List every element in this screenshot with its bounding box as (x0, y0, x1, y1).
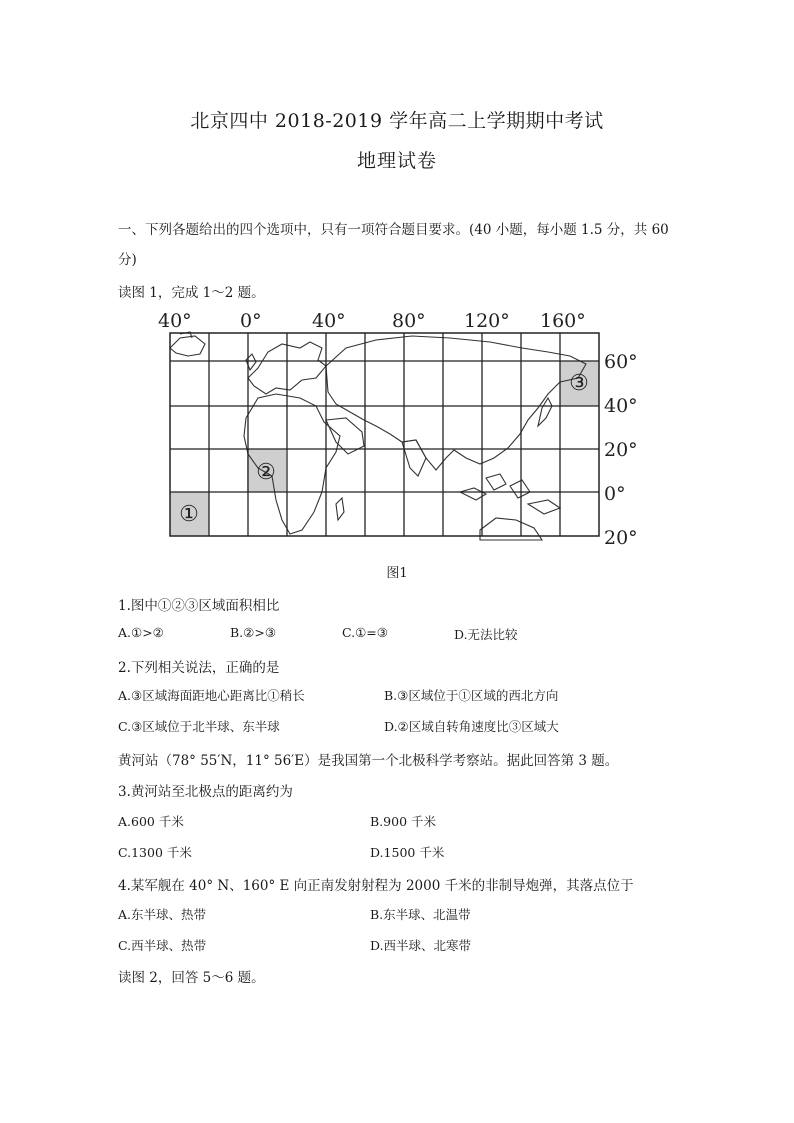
q1-option-d: D.无法比较 (454, 627, 518, 642)
lon-label: 40° (158, 310, 192, 332)
q2-option-d: D.②区域自转角速度比③区域大 (384, 719, 559, 734)
q3-option-a: A.600 千米 (118, 814, 184, 829)
lat-label: 20° (604, 439, 638, 461)
figure1-map (150, 308, 638, 549)
question-2-stem: 2.下列相关说法，正确的是 (118, 660, 280, 676)
q2-option-c: C.③区域位于北半球、东半球 (118, 719, 280, 734)
lat-label: 60° (604, 351, 638, 373)
lat-label: 20° (604, 527, 638, 549)
q4-option-b: B.东半球、北温带 (370, 907, 471, 922)
region-3-label: ③ (569, 371, 589, 396)
lon-label: 120° (464, 310, 510, 332)
section-intro: 一、下列各题给出的四个选项中，只有一项符合题目要求。(40 小题，每小题 1.5 分，共 60 (118, 222, 669, 238)
graticule-grid (170, 333, 599, 536)
region-1-label: ① (179, 502, 199, 527)
q2-option-b: B.③区域位于①区域的西北方向 (384, 688, 559, 703)
read-figure1-instruction: 读图 1，完成 1～2 题。 (118, 285, 265, 301)
lon-label: 80° (392, 310, 426, 332)
page-subtitle: 地理试卷 (356, 150, 437, 172)
question-1-stem: 1.图中①②③区域面积相比 (118, 598, 280, 614)
q3-option-d: D.1500 千米 (370, 845, 445, 860)
lon-label: 0° (240, 310, 262, 332)
q4-option-c: C.西半球、热带 (118, 938, 207, 953)
question-3-stem: 3.黄河站至北极点的距离约为 (118, 784, 293, 800)
continent-outlines (170, 332, 586, 540)
read-figure2-instruction: 读图 2，回答 5～6 题。 (118, 970, 265, 986)
lon-label: 40° (312, 310, 346, 332)
lat-label: 0° (604, 483, 626, 505)
page-title: 北京四中 2018-2019 学年高二上学期期中考试 (190, 110, 604, 132)
section-intro-cont: 分) (118, 252, 137, 268)
q1-option-c: C.①=③ (342, 625, 388, 640)
q1-option-a: A.①>② (118, 625, 164, 640)
lon-label: 160° (540, 310, 586, 332)
q4-option-a: A.东半球、热带 (118, 907, 207, 922)
region-2-label: ② (256, 460, 276, 485)
q3-option-c: C.1300 千米 (118, 845, 192, 860)
question-4-stem: 4.某军舰在 40° N、160° E 向正南发射射程为 2000 千米的非制导炮弹，其落点位于 (118, 878, 634, 894)
huanghe-passage: 黄河站（78° 55′N，11° 56′E）是我国第一个北极科学考察站。据此回答第 3 题。 (118, 753, 619, 769)
lat-label: 40° (604, 395, 638, 417)
q2-option-a: A.③区域海面距地心距离比①稍长 (118, 688, 305, 703)
q4-option-d: D.西半球、北寒带 (370, 938, 472, 953)
q1-option-b: B.②>③ (230, 625, 277, 640)
figure1-caption: 图1 (386, 566, 408, 581)
q3-option-b: B.900 千米 (370, 814, 436, 829)
